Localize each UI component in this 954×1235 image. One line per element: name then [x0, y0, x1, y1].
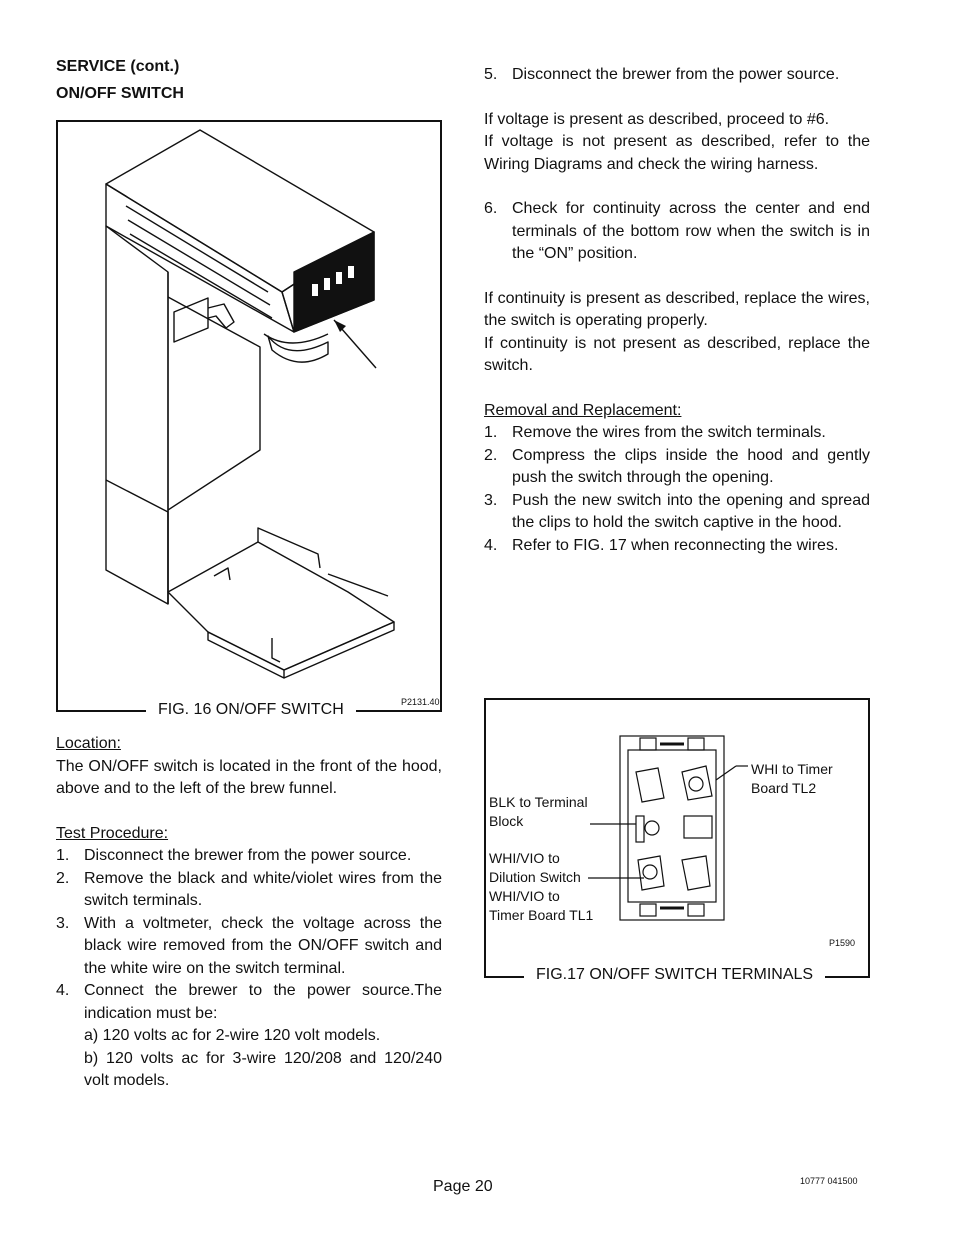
test-steps	[56, 845, 442, 1025]
page-number: Page 20	[433, 1178, 493, 1195]
list-item: 6. Check for continuity across the center and end terminals of the bottom row when the switch is in the “ON” position.	[484, 200, 870, 262]
list-item: 1. Disconnect the brewer from the power source.	[56, 847, 412, 864]
list-item: 5. Disconnect the brewer from the power source.	[484, 66, 840, 83]
label-blk-terminal: BLK to Terminal Block	[489, 794, 588, 829]
list-item: 4. Connect the brewer to the power source.The indication must be:	[56, 982, 442, 1022]
control-panel	[294, 232, 374, 332]
fig17-frame	[484, 698, 870, 978]
fig16-frame	[56, 120, 442, 712]
voltage-b: b) 120 volts ac for 3-wire 120/208 and 120/240 volt models.	[84, 1049, 442, 1089]
terminal-bottom-right	[682, 856, 710, 890]
brewer-illustration	[58, 122, 444, 714]
list-item: 3. With a voltmeter, check the voltage across the black wire removed from the ON/OFF switch and the white wire on the switch terminal.	[56, 914, 442, 977]
voltage-absent: If voltage is not present as described, refer to the Wiring Diagrams and check the wiring harness.	[484, 133, 870, 173]
voltage-a: a) 120 volts ac for 2-wire 120 volt models.	[84, 1027, 381, 1044]
section-heading: SERVICE (cont.)	[56, 58, 180, 75]
list-item: 2. Compress the clips inside the hood and gently push the switch through the opening.	[484, 446, 870, 486]
fig16-code: P2131.40	[401, 697, 440, 707]
list-item: 3. Push the new switch into the opening and spread the clips to hold the switch captive in the hood.	[484, 491, 870, 531]
terminal-bottom-left	[638, 856, 664, 890]
voltage-present: If voltage is present as described, proceed to #6.	[484, 110, 830, 128]
fig16-caption: FIG. 16 ON/OFF SWITCH	[146, 701, 356, 719]
terminal-top-right	[682, 766, 712, 800]
right-column	[484, 64, 870, 557]
fig17-caption: FIG.17 ON/OFF SWITCH TERMINALS	[524, 966, 825, 984]
drip-tray	[168, 542, 394, 670]
terminal-mid-right	[684, 816, 712, 838]
fig17-code: P1590	[829, 938, 856, 948]
label-whi-vio: WHI/VIO to Dilution Switch WHI/VIO to Timer Board TL1	[489, 850, 594, 923]
test-heading: Test Procedure:	[56, 824, 169, 842]
removal-heading: Removal and Replacement:	[484, 401, 682, 419]
terminal-top-left	[636, 768, 664, 802]
label-whi-timer: WHI to Timer Board TL2	[751, 761, 833, 796]
continuity-present: If continuity is present as described, replace the wires, the switch is operating properly.	[484, 289, 870, 329]
terminal-mid-left	[636, 816, 644, 842]
subsection-heading: ON/OFF SWITCH	[56, 85, 184, 102]
hood-side	[106, 184, 294, 332]
left-column	[56, 733, 442, 1093]
document-code: 10777 041500	[800, 1176, 858, 1186]
tower-side	[106, 226, 168, 604]
spout	[174, 298, 208, 342]
list-item: 1. Remove the wires from the switch terminals.	[484, 424, 826, 441]
list-item: 2. Remove the black and white/violet wires from the switch terminals.	[56, 869, 442, 909]
location-heading: Location:	[56, 735, 121, 752]
removal-steps	[484, 422, 870, 557]
switch-terminals-diagram	[486, 700, 872, 980]
list-item: 4. Refer to FIG. 17 when reconnecting the wires.	[484, 536, 839, 554]
continuity-absent: If continuity is not present as described, replace the switch.	[484, 334, 870, 374]
location-text: The ON/OFF switch is located in the front of the hood, above and to the left of the brew funnel.	[56, 757, 442, 797]
